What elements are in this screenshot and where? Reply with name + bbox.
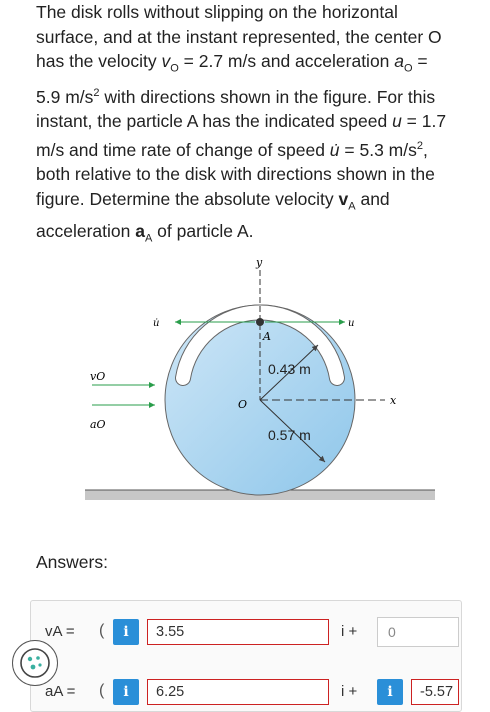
y-label: y	[256, 256, 263, 269]
ao-label: aO	[90, 418, 106, 431]
problem-line-9: acceleration $a_A$ of particle A.	[36, 220, 254, 245]
cookie-glyph-icon	[13, 641, 57, 685]
o-label: O	[238, 398, 248, 411]
a-label: A	[263, 330, 271, 343]
va-label: vA =	[45, 623, 75, 640]
cookie-icon[interactable]	[12, 640, 58, 686]
problem-line-2: surface, and at the instant represented, the center O	[36, 26, 442, 47]
problem-line-3: has the velocity $v_O = 2.7$ m/s and acceleration $a_O$ =	[36, 51, 428, 75]
problem-line-8: figure. Determine the absolute velocity $v_A$ and	[36, 188, 390, 213]
aa-y-input[interactable]	[411, 679, 459, 705]
answers-title: Answers:	[36, 552, 108, 572]
radius-inner-label: 0.43 m	[268, 361, 311, 377]
particle-a	[256, 318, 264, 326]
va-i-plus: i +	[341, 623, 358, 640]
udot-label: u̇	[153, 318, 160, 329]
problem-line-7: both relative to the disk with directions shown in the	[36, 164, 435, 185]
problem-line-6: m/s and time rate of change of speed u̇ = 5.3 $m/s^2$,	[36, 139, 428, 160]
va-x-input[interactable]	[147, 619, 329, 645]
problem-line-5: instant, the particle A has the indicated speed u = 1.7	[36, 111, 447, 132]
aa-row	[31, 679, 461, 709]
aa-x-info-button[interactable]: i	[113, 679, 139, 705]
u-label: u	[348, 318, 355, 329]
va-y-input[interactable]	[377, 617, 459, 647]
problem-line-1: The disk rolls without slipping on the horizontal	[36, 2, 398, 22]
vo-label: vO	[90, 370, 106, 383]
radius-outer-label: 0.57 m	[268, 427, 311, 443]
problem-line-4: 5.9 $m/s^2$ with directions shown in the figure. For this	[36, 86, 436, 107]
answer-panel	[30, 600, 462, 712]
aa-x-input[interactable]	[147, 679, 329, 705]
va-row	[31, 619, 461, 649]
aa-paren: (	[99, 682, 105, 699]
x-label: x	[390, 394, 397, 407]
va-paren: (	[99, 622, 105, 639]
aa-label: aA =	[45, 683, 76, 700]
va-x-info-button[interactable]: i	[113, 619, 139, 645]
aa-y-info-button[interactable]: i	[377, 679, 403, 705]
aa-i-plus: i +	[341, 683, 358, 700]
